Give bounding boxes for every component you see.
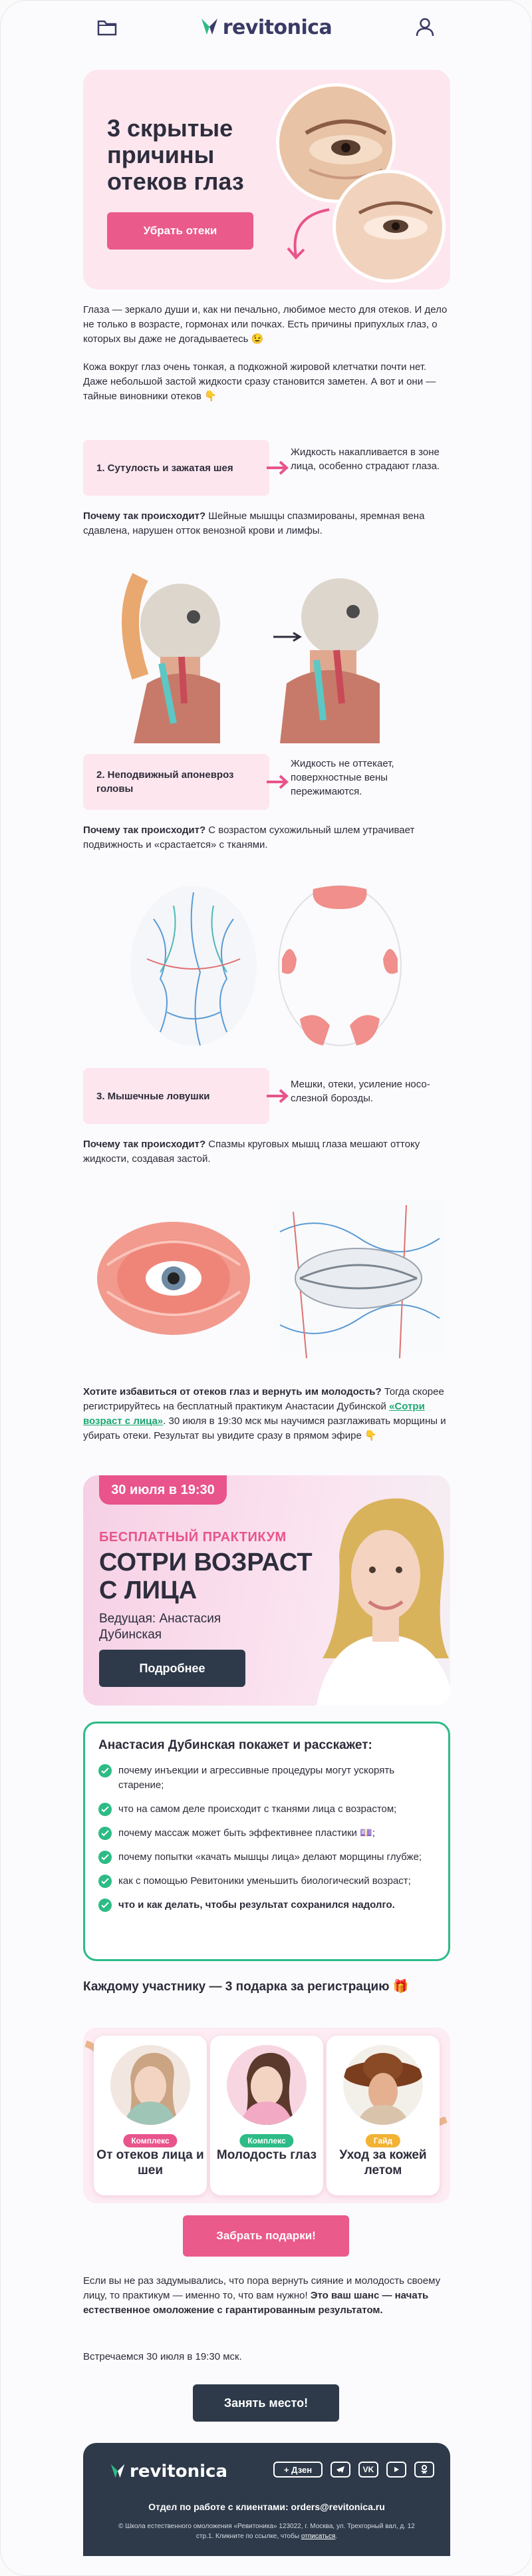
checklist-item-text: почему массаж может быть эффективнее пластики 💷;	[118, 1827, 375, 1839]
checklist-item	[98, 1763, 435, 1793]
checklist-item	[98, 1850, 435, 1865]
arrow-right-icon	[265, 460, 291, 476]
ok-icon[interactable]	[414, 2462, 434, 2478]
logo-mark-icon	[200, 17, 219, 37]
closing-date: Встречаемся 30 июля в 19:30 мск.	[83, 2351, 242, 2362]
check-icon	[98, 1899, 112, 1912]
gift-3-image	[343, 2045, 423, 2125]
unsubscribe-link[interactable]: отписаться	[301, 2533, 336, 2540]
check-icon	[98, 1851, 112, 1864]
workshop-banner[interactable]	[83, 1475, 450, 1706]
logo-text: revitonica	[222, 15, 332, 39]
checklist-item-text: что и как делать, чтобы результат сохранился надолго.	[118, 1899, 395, 1911]
promo-date-badge: 30 июля в 19:30	[99, 1475, 227, 1505]
cause-3-why-bold: Почему так происходит?	[83, 1139, 206, 1150]
footer-contact: Отдел по работе с клиентами: orders@revitonica.ru	[148, 2501, 385, 2512]
checklist-item-text: почему инъекции и агрессивные процедуры могут ускорять старение;	[118, 1765, 395, 1791]
cause-2-label: 2. Неподвижный апоневроз головы	[83, 754, 269, 810]
check-icon	[98, 1827, 112, 1840]
logo-mark-icon	[110, 2463, 126, 2480]
checklist-item-text: почему попытки «качать мышцы лица» делают морщины глубже;	[118, 1851, 422, 1863]
cause-3-effect: Мешки, отеки, усиление носо-слезной борозды.	[291, 1079, 430, 1104]
closing-text: Если вы не раз задумывались, что пора вернуть сияние и молодость своему лицу, то практикум — именно то, что вам нужно!	[83, 2275, 441, 2301]
gift-3-badge: Гайд	[366, 2134, 400, 2147]
cta-after-link: . 30 июля в 19:30 мск мы научимся разглаживать морщины и убирать отеки. Результат вы увидите сразу в прямом эфире 👇	[83, 1415, 446, 1441]
promo-kicker: БЕСПЛАТНЫЙ ПРАКТИКУМ	[99, 1530, 287, 1545]
closing-bold: Это ваш шанс — начать естественное омоложение с гарантированным результатом.	[83, 2290, 429, 2316]
more-button[interactable]: Подробнее	[99, 1650, 245, 1687]
hero-title: 3 скрытые причины отеков глаз	[107, 114, 244, 195]
vk-icon[interactable]: VK	[358, 2462, 378, 2478]
agenda-checklist	[83, 1722, 450, 1961]
workshop-link[interactable]: «Сотри возраст с лица»	[83, 1401, 425, 1427]
youtube-icon[interactable]	[386, 2462, 406, 2478]
cta-paragraph	[83, 1385, 450, 1443]
arrow-right-icon	[265, 774, 291, 790]
gift-2-image	[227, 2045, 307, 2125]
gift-1-image	[110, 2045, 190, 2125]
checklist-item	[98, 1874, 435, 1889]
cause-1-why-bold: Почему так происходит?	[83, 510, 206, 522]
promo-title: СОТРИ ВОЗРАСТ С ЛИЦА	[99, 1549, 313, 1604]
cause-2-effect: Жидкость не оттекает, поверхностные вены пережимаются.	[291, 758, 394, 797]
header	[1, 1, 531, 54]
book-seat-button[interactable]: Занять место!	[193, 2384, 339, 2422]
checklist-item	[98, 1898, 435, 1913]
gift-card-1[interactable]	[94, 2036, 207, 2195]
dzen-link[interactable]: + Дзен	[273, 2462, 323, 2478]
scalp-aponeurosis-illustration	[127, 879, 406, 1065]
neck-posture-illustration	[120, 564, 413, 743]
gift-card-2[interactable]	[210, 2036, 323, 2195]
host-photo	[303, 1489, 450, 1706]
cause-2-why-text: С возрастом сухожильный шлем утрачивает подвижность и «срастается» с тканями.	[83, 825, 415, 850]
cause-3-label: 3. Мышечные ловушки	[83, 1068, 269, 1124]
footer	[83, 2443, 450, 2556]
checklist-item-text: что на самом деле происходит с тканями лица с возрастом;	[118, 1803, 397, 1815]
checklist-item	[98, 1826, 435, 1841]
telegram-icon[interactable]	[331, 2462, 350, 2478]
legal-end: .	[335, 2533, 338, 2540]
check-icon	[98, 1803, 112, 1816]
arrow-right-icon	[265, 1088, 291, 1104]
gifts-title: Каждому участнику — 3 подарка за регистрацию 🎁	[83, 1980, 409, 1994]
cause-1-why-text: Шейные мышцы спазмированы, яремная вена сдавлена, нарушен отток венозной крови и лимфы.	[83, 510, 425, 536]
eye-after-photo	[332, 170, 446, 283]
checklist-item-text: как с помощью Ревитоники уменьшить биологический возраст;	[118, 1875, 411, 1887]
checklist-item	[98, 1802, 435, 1817]
get-gifts-button[interactable]: Забрать подарки!	[183, 2215, 349, 2257]
gift-3-text: Уход за кожей летом	[339, 2148, 427, 2177]
gift-card-3[interactable]	[327, 2036, 440, 2195]
footer-logo-text: revitonica	[130, 2462, 227, 2482]
cause-1-why	[83, 509, 450, 538]
legal-text: © Школа естественного омоложения «Ревитоника» 123022, г. Москва, ул. Трехгорный вал, д. 12 стр.1. Кликните по ссылке, чтобы	[118, 2523, 415, 2540]
gift-1-text: От отеков лица и шеи	[96, 2148, 204, 2177]
cause-1-label: 1. Сутулость и зажатая шея	[83, 440, 269, 496]
hero-arrow-icon	[283, 203, 336, 263]
remove-swelling-button[interactable]: Убрать отеки	[107, 212, 253, 250]
footer-legal	[110, 2521, 424, 2541]
intro-paragraph-1: Глаза — зеркало души и, как ни печально, любимое место для отеков. И дело не только в возрасте, гормонах или почках. Есть причины припухлых глаз, о которых вы даже не догадываетесь 😉	[83, 304, 448, 345]
cause-2-why	[83, 823, 450, 852]
promo-host: Ведущая: Анастасия Дубинская	[99, 1612, 221, 1642]
cause-2-why-bold: Почему так происходит?	[83, 825, 206, 836]
gift-1-badge: Комплекс	[123, 2134, 177, 2147]
cause-3-why-text: Спазмы круговых мышц глаза мешают оттоку жидкости, создавая застой.	[83, 1139, 420, 1165]
social-links	[273, 2462, 434, 2478]
folder-icon[interactable]	[94, 14, 120, 41]
cta-before-link: Тогда скорее регистрируйтесь на бесплатный практикум Анастасии Дубинской	[83, 1386, 444, 1412]
check-icon	[98, 1764, 112, 1777]
user-icon[interactable]	[412, 14, 438, 41]
checklist-title: Анастасия Дубинская покажет и расскажет:	[98, 1738, 372, 1752]
hero-banner	[83, 70, 450, 289]
closing-paragraph	[83, 2274, 450, 2318]
cause-3-why	[83, 1137, 450, 1167]
intro-paragraph-2: Кожа вокруг глаз очень тонкая, а подкожной жировой клетчатки почти нет. Даже небольшой застой жидкости сразу становится заметен. А вот и они — тайные виновники отеков 👇	[83, 361, 436, 402]
eye-muscles-illustration	[94, 1192, 446, 1365]
gift-2-badge: Комплекс	[239, 2134, 293, 2147]
check-icon	[98, 1875, 112, 1888]
logo[interactable]	[200, 16, 332, 39]
cause-1-effect: Жидкость накапливается в зоне лица, особенно страдают глаза.	[291, 447, 440, 472]
cta-bold: Хотите избавиться от отеков глаз и вернуть им молодость?	[83, 1386, 382, 1397]
footer-logo[interactable]	[110, 2462, 227, 2482]
gift-2-text: Молодость глаз	[216, 2148, 317, 2162]
